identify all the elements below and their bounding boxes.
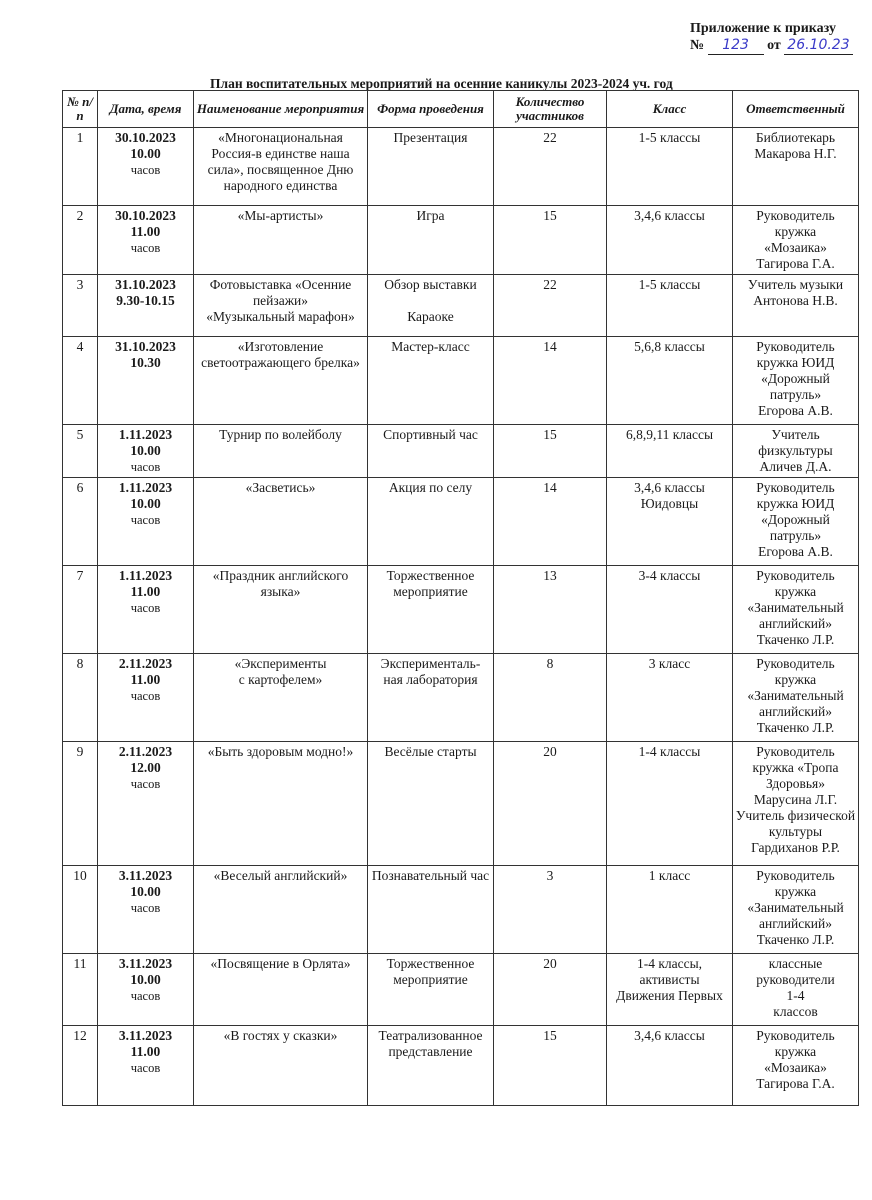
row-number: 10 — [63, 866, 98, 954]
row-date: 31.10.2023 — [115, 339, 176, 354]
row-time: 9.30-10.15 — [116, 293, 175, 308]
row-class: 1 класс — [607, 866, 733, 954]
row-participants: 20 — [494, 742, 607, 866]
row-time-unit: часов — [130, 901, 161, 915]
row-form: Спортивный час — [368, 425, 494, 478]
row-time: 10.00 — [130, 443, 161, 458]
row-class: 3-4 классы — [607, 566, 733, 654]
row-time-unit: часов — [130, 241, 161, 255]
row-event-name: Турнир по волейболу — [194, 425, 368, 478]
row-responsible: Руководитель кружка «Мозаика» Тагирова Г.А. — [733, 1026, 859, 1106]
row-participants: 22 — [494, 275, 607, 337]
order-date: 26.10.23 — [784, 37, 852, 55]
row-event-name: «Мы-артисты» — [194, 206, 368, 275]
row-datetime — [98, 566, 194, 654]
row-time: 10.00 — [130, 972, 161, 987]
row-number: 8 — [63, 654, 98, 742]
row-event-name: «Праздник английского языка» — [194, 566, 368, 654]
row-event-name: «В гостях у сказки» — [194, 1026, 368, 1106]
row-datetime — [98, 478, 194, 566]
row-responsible: Учитель музыки Антонова Н.В. — [733, 275, 859, 337]
row-class: 1-4 классы, активисты Движения Первых — [607, 954, 733, 1026]
row-event-name: «Быть здоровым модно!» — [194, 742, 368, 866]
table-row — [63, 337, 859, 425]
row-time: 10.00 — [130, 146, 161, 161]
order-line — [690, 37, 862, 55]
row-time: 11.00 — [130, 1044, 161, 1059]
row-datetime — [98, 954, 194, 1026]
table-row — [63, 654, 859, 742]
col-header-datetime: Дата, время — [98, 91, 194, 128]
row-date: 1.11.2023 — [118, 427, 173, 442]
table-row — [63, 1026, 859, 1106]
row-datetime — [98, 1026, 194, 1106]
row-time-unit: часов — [130, 163, 161, 177]
row-number: 2 — [63, 206, 98, 275]
row-event-name: «Засветись» — [194, 478, 368, 566]
row-form: Торжественное мероприятие — [368, 954, 494, 1026]
row-form: Акция по селу — [368, 478, 494, 566]
row-participants: 15 — [494, 1026, 607, 1106]
row-date: 3.11.2023 — [118, 868, 173, 883]
row-responsible: Библиотекарь Макарова Н.Г. — [733, 128, 859, 206]
row-date: 31.10.2023 — [115, 277, 176, 292]
row-datetime — [98, 425, 194, 478]
col-header-class: Класс — [607, 91, 733, 128]
row-form: Игра — [368, 206, 494, 275]
row-event-name: Фотовыставка «Осенние пейзажи» «Музыкальный марафон» — [194, 275, 368, 337]
document-title: План воспитательных мероприятий на осенние каникулы 2023-2024 уч. год — [210, 76, 673, 91]
row-class: 1-5 классы — [607, 275, 733, 337]
row-number: 3 — [63, 275, 98, 337]
row-participants: 3 — [494, 866, 607, 954]
row-date: 30.10.2023 — [115, 130, 176, 145]
row-form: Презентация — [368, 128, 494, 206]
row-class: 5,6,8 классы — [607, 337, 733, 425]
row-datetime — [98, 275, 194, 337]
row-time: 10.00 — [130, 884, 161, 899]
row-time: 11.00 — [130, 224, 161, 239]
row-responsible: Учитель физкультуры Аличев Д.А. — [733, 425, 859, 478]
row-time: 11.00 — [130, 672, 161, 687]
row-time-unit: часов — [130, 601, 161, 615]
row-event-name: «Эксперименты с картофелем» — [194, 654, 368, 742]
order-date-label: от — [767, 38, 781, 53]
row-datetime — [98, 866, 194, 954]
table-row — [63, 478, 859, 566]
row-time-unit: часов — [130, 1061, 161, 1075]
col-header-number: № п/п — [63, 91, 98, 128]
row-event-name: «Изготовление светоотражающего брелка» — [194, 337, 368, 425]
row-responsible: Руководитель кружка «Мозаика» Тагирова Г.А. — [733, 206, 859, 275]
row-participants: 8 — [494, 654, 607, 742]
table-row — [63, 425, 859, 478]
row-form: Эксперименталь- ная лаборатория — [368, 654, 494, 742]
row-participants: 15 — [494, 425, 607, 478]
row-participants: 14 — [494, 337, 607, 425]
row-time: 11.00 — [130, 584, 161, 599]
row-responsible: Руководитель кружка «Занимательный английский» Ткаченко Л.Р. — [733, 654, 859, 742]
row-class: 3 класс — [607, 654, 733, 742]
row-responsible: Руководитель кружка «Занимательный английский» Ткаченко Л.Р. — [733, 566, 859, 654]
row-date: 1.11.2023 — [118, 480, 173, 495]
row-number: 11 — [63, 954, 98, 1026]
row-participants: 14 — [494, 478, 607, 566]
order-number: 123 — [708, 37, 764, 55]
row-participants: 22 — [494, 128, 607, 206]
row-time-unit: часов — [130, 689, 161, 703]
row-form: Познавательный час — [368, 866, 494, 954]
row-event-name: «Посвящение в Орлята» — [194, 954, 368, 1026]
row-form: Весёлые старты — [368, 742, 494, 866]
row-form: Обзор выставки Караоке — [368, 275, 494, 337]
row-event-name: «Многонациональная Россия-в единстве наша сила», посвященное Дню народного единства — [194, 128, 368, 206]
row-participants: 13 — [494, 566, 607, 654]
row-time-unit: часов — [130, 513, 161, 527]
row-class: 3,4,6 классы — [607, 1026, 733, 1106]
row-class: 1-5 классы — [607, 128, 733, 206]
row-form: Театрализованное представление — [368, 1026, 494, 1106]
table-row — [63, 742, 859, 866]
row-date: 2.11.2023 — [118, 656, 173, 671]
row-datetime — [98, 206, 194, 275]
row-class: 3,4,6 классы — [607, 206, 733, 275]
row-number: 6 — [63, 478, 98, 566]
row-datetime — [98, 654, 194, 742]
col-header-count: Количество участников — [494, 91, 607, 128]
events-table — [62, 90, 859, 1106]
row-date: 3.11.2023 — [118, 1028, 173, 1043]
row-date: 3.11.2023 — [118, 956, 173, 971]
row-responsible: Руководитель кружка ЮИД «Дорожный патруль» Егорова А.В. — [733, 337, 859, 425]
row-date: 1.11.2023 — [118, 568, 173, 583]
row-responsible: Руководитель кружка ЮИД «Дорожный патруль» Егорова А.В. — [733, 478, 859, 566]
row-date: 2.11.2023 — [118, 744, 173, 759]
row-time: 12.00 — [130, 760, 161, 775]
row-date: 30.10.2023 — [115, 208, 176, 223]
col-header-responsible: Ответственный — [733, 91, 859, 128]
row-participants: 15 — [494, 206, 607, 275]
row-class: 3,4,6 классы Юидовцы — [607, 478, 733, 566]
row-form: Торжественное мероприятие — [368, 566, 494, 654]
row-responsible: классные руководители 1-4 классов — [733, 954, 859, 1026]
table-row — [63, 275, 859, 337]
row-number: 1 — [63, 128, 98, 206]
table-row — [63, 954, 859, 1026]
row-number: 12 — [63, 1026, 98, 1106]
appendix-title: Приложение к приказу — [690, 21, 836, 36]
row-time-unit: часов — [130, 989, 161, 1003]
row-datetime — [98, 337, 194, 425]
row-datetime — [98, 742, 194, 866]
row-number: 7 — [63, 566, 98, 654]
table-row — [63, 866, 859, 954]
row-class: 6,8,9,11 классы — [607, 425, 733, 478]
row-number: 9 — [63, 742, 98, 866]
row-time: 10.00 — [130, 496, 161, 511]
table-row — [63, 206, 859, 275]
col-header-form: Форма проведения — [368, 91, 494, 128]
row-time-unit: часов — [130, 460, 161, 474]
row-form: Мастер-класс — [368, 337, 494, 425]
row-responsible: Руководитель кружка «Занимательный английский» Ткаченко Л.Р. — [733, 866, 859, 954]
row-class: 1-4 классы — [607, 742, 733, 866]
col-header-name: Наименование мероприятия — [194, 91, 368, 128]
row-event-name: «Веселый английский» — [194, 866, 368, 954]
row-number: 4 — [63, 337, 98, 425]
row-time: 10.30 — [130, 355, 161, 370]
table-row — [63, 566, 859, 654]
row-time-unit: часов — [130, 777, 161, 791]
table-header-row — [63, 91, 859, 128]
table-row — [63, 128, 859, 206]
appendix-block — [690, 20, 862, 55]
row-responsible: Руководитель кружка «Тропа Здоровья» Марусина Л.Г. Учитель физической культуры Гардиханов Р.Р. — [733, 742, 859, 866]
row-number: 5 — [63, 425, 98, 478]
row-datetime — [98, 128, 194, 206]
row-participants: 20 — [494, 954, 607, 1026]
order-number-label: № — [690, 38, 705, 53]
